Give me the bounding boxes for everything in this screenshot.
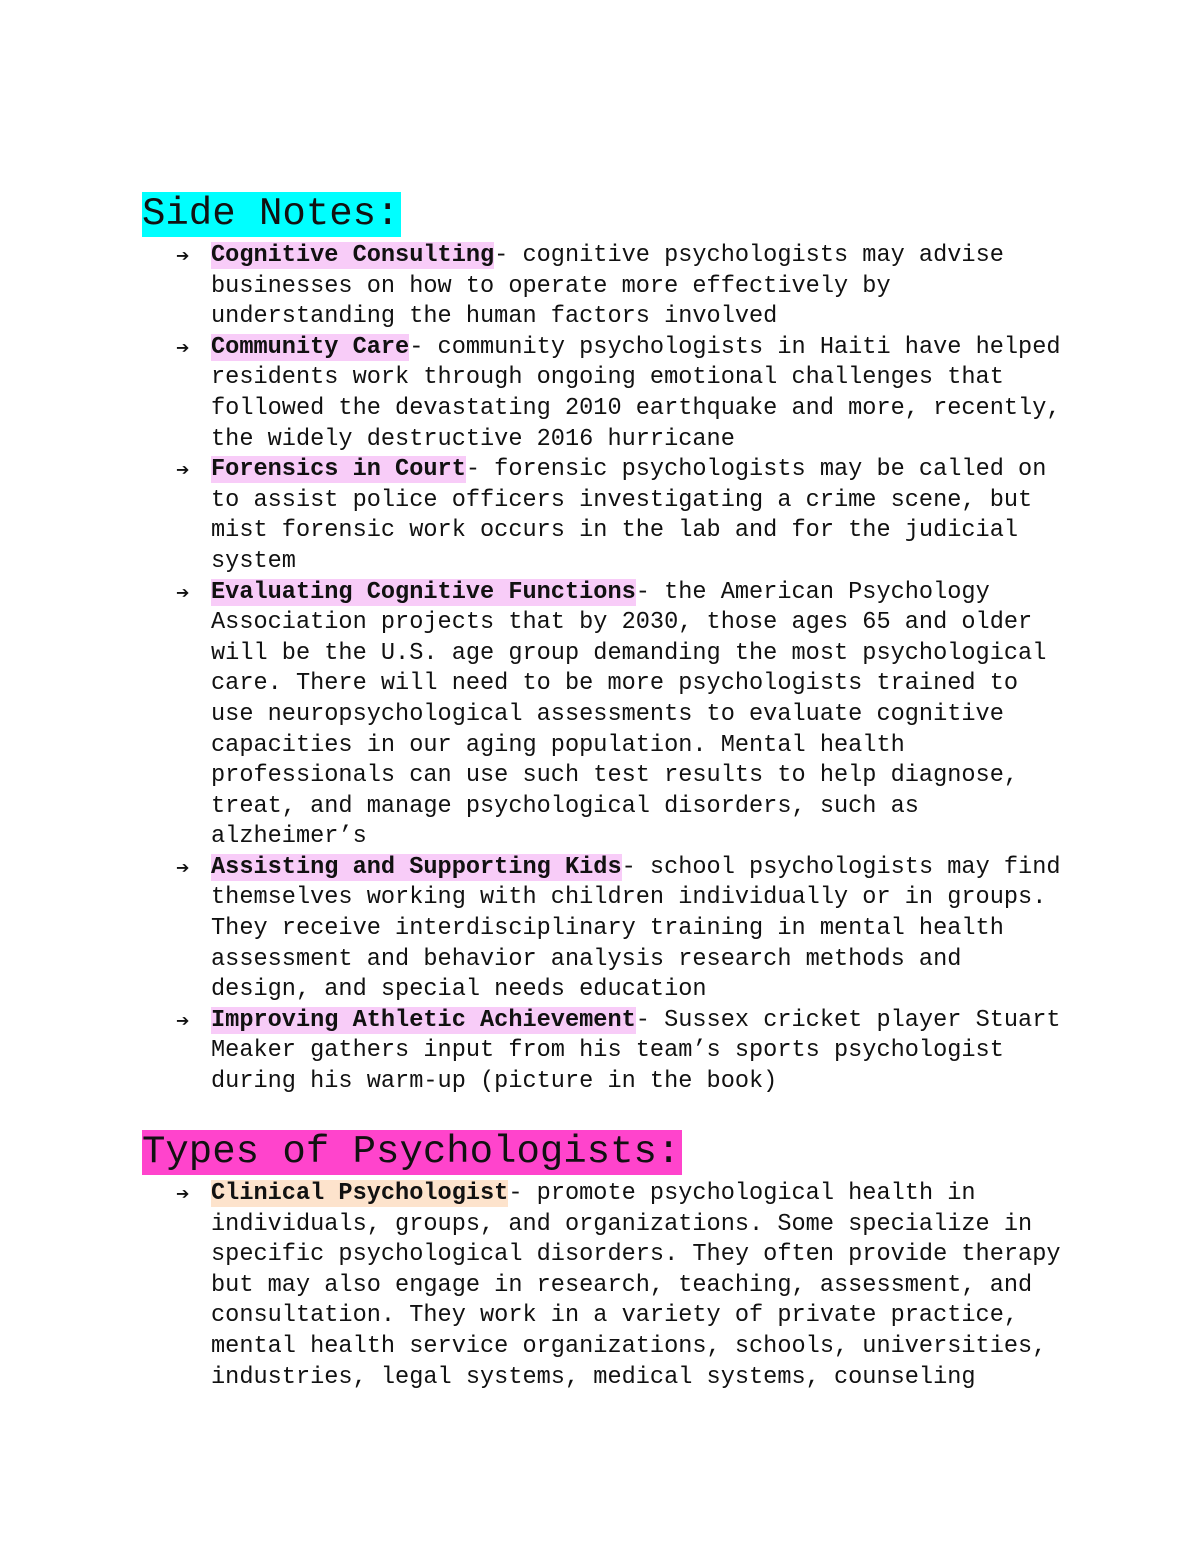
- item-text-line: treat, and manage psychological disorders, such as: [211, 792, 919, 820]
- list-item: [0, 241, 1200, 333]
- arrow-bullet-icon: ➔: [176, 1184, 190, 1203]
- item-text-line: themselves working with children individually or in groups.: [211, 884, 1047, 912]
- item-text-line: use neuropsychological assessments to evaluate cognitive: [211, 700, 1004, 728]
- list-item: [0, 333, 1200, 455]
- arrow-bullet-icon: ➔: [176, 337, 190, 357]
- item-text-line: professionals can use such test results to help diagnose,: [211, 762, 1019, 790]
- item-text: - forensic psychologists may be called on: [465, 456, 1047, 484]
- item-text-line: individuals, groups, and organizations. Some specialize in: [211, 1210, 1033, 1238]
- arrow-bullet-icon: ➔: [176, 582, 190, 602]
- item-text-line: residents work through ongoing emotional challenges that: [211, 364, 1004, 392]
- item-text-line: mental health service organizations, schools, universities,: [211, 1332, 1047, 1360]
- item-text-line: care. There will need to be more psychologists trained to: [211, 670, 1019, 698]
- item-term: Community Care: [211, 333, 410, 361]
- item-text-line: industries, legal systems, medical systems, counseling: [211, 1363, 976, 1391]
- item-text-line: to assist police officers investigating a crime scene, but: [211, 486, 1033, 514]
- item-text-line: specific psychological disorders. They often provide therapy: [211, 1241, 1061, 1269]
- arrow-bullet-icon: ➔: [176, 857, 190, 877]
- item-text: - Sussex cricket player Stuart: [635, 1006, 1061, 1034]
- arrow-bullet-icon: ➔: [176, 246, 190, 265]
- item-line: [0, 853, 1200, 884]
- list-item: [0, 455, 1200, 577]
- list-item: [0, 578, 1200, 853]
- item-line: [0, 1179, 1200, 1210]
- list-item: [0, 853, 1200, 1006]
- item-term: Clinical Psychologist: [211, 1180, 509, 1207]
- types-list: [0, 1179, 1200, 1393]
- item-text: - cognitive psychologists may advise: [494, 242, 1004, 269]
- item-term: Forensics in Court: [211, 456, 466, 484]
- list-item: [0, 1179, 1200, 1393]
- side-notes-heading: Side Notes:: [142, 192, 400, 236]
- item-text-line: during his warm-up (picture in the book): [211, 1068, 778, 1096]
- item-text-line: design, and special needs education: [211, 976, 707, 1004]
- item-text-line: will be the U.S. age group demanding the most psychological: [211, 639, 1047, 667]
- item-text-line: Meaker gathers input from his team’s sports psychologist: [211, 1037, 1004, 1065]
- list-item: [0, 1006, 1200, 1098]
- item-text-line: system: [211, 547, 296, 575]
- item-text: - promote psychological health in: [508, 1180, 976, 1207]
- types-heading: Types of Psychologists:: [142, 1130, 681, 1174]
- item-text: - the American Psychology: [635, 578, 990, 606]
- item-text-line: assessment and behavior analysis research methods and: [211, 945, 962, 973]
- item-text-line: They receive interdisciplinary training in mental health: [211, 915, 1004, 943]
- item-term: Cognitive Consulting: [211, 242, 495, 269]
- item-text-line: understanding the human factors involved: [211, 303, 778, 331]
- item-text-line: followed the devastating 2010 earthquake and more, recently,: [211, 394, 1061, 422]
- side-notes-list: [0, 241, 1200, 1098]
- arrow-bullet-icon: ➔: [176, 1010, 190, 1030]
- item-line: [0, 578, 1200, 609]
- item-line: [0, 333, 1200, 364]
- item-term: Improving Athletic Achievement: [211, 1006, 636, 1034]
- item-text: - community psychologists in Haiti have helped: [409, 333, 1061, 361]
- item-term: Assisting and Supporting Kids: [211, 853, 622, 881]
- item-line: [0, 455, 1200, 486]
- item-text-line: mist forensic work occurs in the lab and for the judicial: [211, 517, 1019, 545]
- item-text-line: Association projects that by 2030, those ages 65 and older: [211, 609, 1033, 637]
- item-text-line: consultation. They work in a variety of private practice,: [211, 1302, 1019, 1330]
- item-text-line: alzheimer’s: [211, 823, 367, 851]
- item-line: [0, 1006, 1200, 1037]
- item-text-line: businesses on how to operate more effectively by: [211, 272, 891, 300]
- item-text-line: but may also engage in research, teaching, assessment, and: [211, 1271, 1033, 1299]
- item-text-line: capacities in our aging population. Mental health: [211, 731, 905, 759]
- item-text-line: the widely destructive 2016 hurricane: [211, 425, 735, 453]
- arrow-bullet-icon: ➔: [176, 460, 190, 480]
- item-text: - school psychologists may find: [621, 853, 1061, 881]
- item-term: Evaluating Cognitive Functions: [211, 578, 636, 606]
- item-line: [0, 241, 1200, 272]
